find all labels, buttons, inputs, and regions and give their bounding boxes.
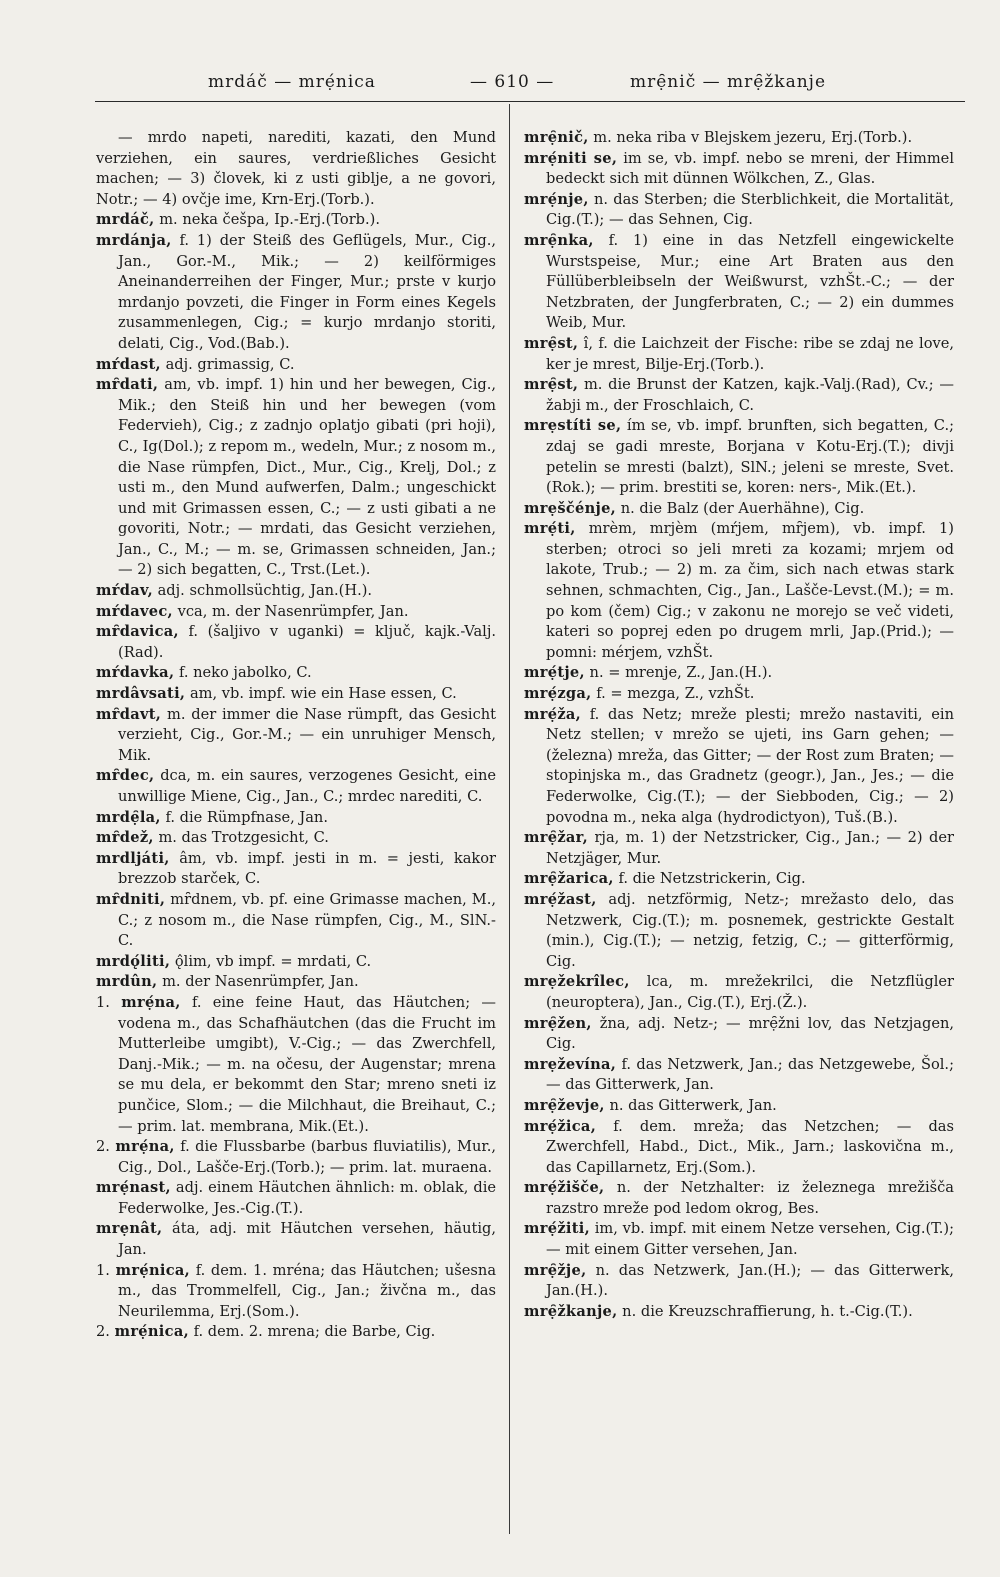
entry-definition: áta, adj. mit Häutchen versehen, häutig, Jan. <box>118 1220 496 1259</box>
dictionary-entry <box>524 663 954 684</box>
dictionary-entry <box>96 705 496 767</box>
headword: mrẹ́zga, <box>524 685 592 703</box>
headword: mrdáč, <box>96 211 155 229</box>
headword: mŕdavec, <box>96 602 173 620</box>
entry-definition: adj. einem Häutchen ähnlich: m. oblak, die Federwolke, Jes.-Cig.(T.). <box>118 1179 496 1217</box>
dictionary-entry <box>96 828 496 849</box>
headword: mrdûn, <box>96 973 158 991</box>
entry-definition: f. die Netzstrickerin, Cig. <box>618 870 806 888</box>
dictionary-entry <box>524 190 954 231</box>
headword: mrẹ̑žarica, <box>524 870 614 888</box>
entry-definition: ǫ̂lim, vb impf. = mrdati, C. <box>174 952 372 970</box>
dictionary-entry <box>524 334 954 375</box>
dictionary-entry <box>96 663 496 684</box>
headword: mrẹstíti se, <box>524 417 622 435</box>
dictionary-entry <box>524 1055 954 1096</box>
headword: mȓdavica, <box>96 623 179 641</box>
headword: mrẹ́žica, <box>524 1117 597 1135</box>
headword: mrẹščénje, <box>524 499 617 517</box>
entry-definition: f. = mezga, Z., vzhŠt. <box>596 685 755 703</box>
entry-definition: im, vb. impf. mit einem Netze versehen, Cig.(T.); — mit einem Gitter versehen, Jan. <box>546 1220 954 1259</box>
entry-definition: n. der Netzhalter: iz železnega mrežišča razstro mreže pod ledom okrog, Bes. <box>546 1179 955 1217</box>
entry-definition: f. dem. 2. mrena; die Barbe, Cig. <box>193 1323 436 1341</box>
dictionary-entry <box>524 1178 954 1219</box>
entry-definition: vca, m. der Nasenrümpfer, Jan. <box>177 602 409 620</box>
dictionary-entry <box>96 355 496 376</box>
headword: mrẹ̑žar, <box>524 829 588 847</box>
headword: mrẹ̑žen, <box>524 1014 592 1032</box>
headword: mrẹ̑žje, <box>524 1261 587 1279</box>
header-rule <box>95 101 965 102</box>
entry-definition: m. die Brunst der Katzen, kajk.-Valj.(Rad), Cv.; — žabji m., der Froschlaich, C. <box>546 376 954 414</box>
entry-definition: n. das Sterben; die Sterblichkeit, die Mortalität, Cig.(T.); — das Sehnen, Cig. <box>546 190 955 229</box>
entry-definition: m. neka češpa, Ip.-Erj.(Torb.). <box>159 211 380 229</box>
headword: mrdâvsati, <box>96 685 186 703</box>
dictionary-entry <box>96 952 496 973</box>
entry-definition: am, vb. impf. wie ein Hase essen, C. <box>189 685 457 703</box>
entry-definition: ím se, vb. impf. brunften, sich begatten, C.; zdaj se gadi mreste, Borjana v Kotu-Erj.(T.); divji petelin se mresti (balzt), SlN.; jeleni se mreste, Svet.(Rok.); — prim. brestiti se, koren: ners-, Mik.(Et.). <box>546 417 955 497</box>
headword: mrẹ́na, <box>121 993 181 1011</box>
dictionary-entry <box>96 375 496 581</box>
headword: mrẹ̑ževje, <box>524 1096 605 1114</box>
headword: mrẹ́žišče, <box>524 1179 605 1197</box>
dictionary-entry <box>524 869 954 890</box>
entry-definition: âm, vb. impf. jesti in m. = jesti, kakor brezzob starček, C. <box>118 849 496 888</box>
headword: mrẹ̑nič, <box>524 129 589 146</box>
headword: mrẹ́ti, <box>524 520 576 538</box>
right-column <box>524 128 954 1322</box>
dictionary-entry <box>96 1261 496 1323</box>
entry-definition: lca, m. mrežekrilci, die Netzflügler (neuroptera), Jan., Cig.(T.), Erj.(Ž.). <box>546 973 954 1011</box>
headword: mrdẹ̑la, <box>96 808 161 826</box>
dictionary-entry <box>524 149 954 190</box>
entry-definition: — mrdo napeti, narediti, kazati, den Mund verziehen, ein saures, verdrießliches Gesicht machen; — 3) človek, ki z usti giblje, a ne govori, Notr.; — 4) ovčje ime, Krn-Erj.(Torb.). <box>96 129 496 208</box>
dictionary-entry <box>524 1014 954 1055</box>
entry-definition: n. die Balz (der Auerhähne), Cig. <box>620 499 865 517</box>
entry-definition: f. 1) eine in das Netzfell eingewickelte Wurstspeise, Mur.; eine Art Braten aus den Füllüberbleibseln der Weißwurst, vzhŠt.-C.; — der Netzbraten, der Jungferbraten, C.; — 2) ein dummes Weib, Mur. <box>546 231 954 332</box>
headword: mȓdniti, <box>96 890 166 908</box>
dictionary-entry <box>96 808 496 829</box>
homonym-number: 2. <box>96 1138 110 1156</box>
dictionary-entry <box>524 1302 954 1323</box>
dictionary-entry <box>96 1178 496 1219</box>
entry-definition: im se, vb. impf. nebo se mreni, der Himmel bedeckt sich mit dünnen Wölkchen, Z., Glas. <box>546 149 954 188</box>
headword: mrẹ́tje, <box>524 664 585 682</box>
headword: mŕdavka, <box>96 664 175 682</box>
entry-definition: m. neka riba v Blejskem jezeru, Erj.(Torb.). <box>593 129 913 146</box>
headword: mrẹ́na, <box>115 1138 175 1156</box>
header-right-guide-words: mrẹ̑nič — mrẹ̑žkanje <box>630 72 827 92</box>
entry-definition: am, vb. impf. 1) hin und her bewegen, Cig., Mik.; den Steiß hin und her bewegen (vom Federvieh), Cig.; z zadnjo oplatjo gibati (pri hoji), C., Ig(Dol.); z repom m., wedeln, Mur.; z nosom m., die Nase rümpfen, Dict., Mur., Cig., Krelj, Dol.; z usti m., den Mund aufwerfen, Dalm.; ungeschickt und mit Grimassen essen, C.; — z usti gibati a ne govoriti, Notr.; — mrdati, das Gesicht verziehen, Jan., C., M.; — m. se, Grimassen schneiden, Jan.; — 2) sich begatten, C., Trst.(Let.). <box>118 376 496 579</box>
entry-definition: dca, m. ein saures, verzogenes Gesicht, eine unwillige Miene, Cig., Jan., C.; mrdec narediti, C. <box>118 767 496 805</box>
headword: mȓdec, <box>96 767 155 785</box>
dictionary-entry <box>96 890 496 952</box>
dictionary-entry <box>524 828 954 869</box>
dictionary-entry <box>524 890 954 972</box>
dictionary-entry <box>96 581 496 602</box>
headword: mȓdati, <box>96 376 159 394</box>
dictionary-entry <box>96 128 496 210</box>
headword: mŕdast, <box>96 355 161 373</box>
dictionary-entry <box>96 972 496 993</box>
entry-definition: n. = mrenje, Z., Jan.(H.). <box>589 664 773 682</box>
dictionary-entry <box>96 766 496 807</box>
dictionary-entry <box>524 416 954 498</box>
dictionary-entry <box>96 1137 496 1178</box>
headword: mrẹ̑nka, <box>524 231 594 249</box>
entry-definition: n. die Kreuzschraffierung, h. t.-Cig.(T.). <box>622 1302 913 1320</box>
headword: mrẹnât, <box>96 1220 163 1238</box>
homonym-number: 2. <box>96 1323 110 1341</box>
headword: mrẹ̑st, <box>524 376 579 394</box>
entry-definition: m. der Nasenrümpfer, Jan. <box>162 973 359 991</box>
dictionary-entry <box>96 849 496 890</box>
dictionary-entry <box>524 1096 954 1117</box>
entry-definition: f. (šaljivo v uganki) = ključ, kajk.-Valj.(Rad). <box>118 623 497 661</box>
headword: mŕdav, <box>96 582 153 600</box>
entry-definition: mȓdnem, vb. pf. eine Grimasse machen, M., C.; z nosom m., die Nase rümpfen, Cig., M., SlN.-C. <box>118 890 496 950</box>
dictionary-entry <box>524 705 954 829</box>
entry-definition: î, f. die Laichzeit der Fische: ribe se zdaj ne love, ker je mrest, Bilje-Erj.(Torb.). <box>546 334 954 373</box>
headword: mrẹ́niti se, <box>524 149 618 167</box>
dictionary-entry <box>524 499 954 520</box>
dictionary-entry <box>524 1219 954 1260</box>
page-number: — 610 — <box>470 72 555 92</box>
headword: mrẹ́ža, <box>524 705 582 723</box>
header-left-guide-words: mrdáč — mrẹ́nica <box>208 72 376 92</box>
dictionary-entry <box>524 1261 954 1302</box>
headword: mrẹževína, <box>524 1055 617 1073</box>
dictionary-entry <box>96 231 496 355</box>
entry-definition: adj. netzförmig, Netz-; mrežasto delo, das Netzwerk, Cig.(T.); m. posnemek, gestrickte Gestalt (min.), Cig.(T.); — netzig, fetzig, C.; — gitterförmig, Cig. <box>546 890 954 970</box>
entry-definition: f. 1) der Steiß des Geflügels, Mur., Cig., Jan., Gor.-M., Mik.; — 2) keilförmiges Aneinanderreihen der Finger, Mur.; prste v kurjo mrdanjo povzeti, die Finger in Form eines Kegels zusammenlegen, Cig.; = kurjo mrdanjo storiti, delati, Cig., Vod.(Bab.). <box>118 231 496 352</box>
headword: mrẹ̑žkanje, <box>524 1302 618 1320</box>
entry-definition: f. neko jabolko, C. <box>178 664 312 682</box>
entry-definition: f. das Netz; mreže plesti; mrežo nastaviti, ein Netz stellen; v mrežo se ujeti, ins Garn gehen; — (železna) mreža, das Gitter; — der Rost zum Braten; — stopinjska m., das Gradnetz (geogr.), Jan., Jes.; — die Federwolke, Cig.(T.); — der Siebboden, Cig.; — 2) povodna m., neka alga (hydrodictyon), Tuš.(B.). <box>546 705 954 826</box>
headword: mrdǫ́liti, <box>96 952 171 970</box>
dictionary-entry <box>96 210 496 231</box>
left-column <box>96 128 496 1343</box>
dictionary-entry <box>524 972 954 1013</box>
homonym-number: 1. <box>96 1261 110 1279</box>
dictionary-entry <box>96 622 496 663</box>
dictionary-entry <box>524 684 954 705</box>
dictionary-entry <box>96 1322 496 1343</box>
entry-definition: f. eine feine Haut, das Häutchen; — vodena m., das Schafhäutchen (das die Frucht im Mutterleibe umgibt), V.-Cig.; — das Zwerchfell, Danj.-Mik.; — m. na očesu, der Augenstar; mrena se mu dela, er bekommt den Star; mreno sneti iz punčice, Slom.; — die Milchhaut, die Breihaut, C.; — prim. lat. membrana, Mik.(Et.). <box>118 993 497 1135</box>
entry-definition: f. die Rümpfnase, Jan. <box>165 808 328 826</box>
dictionary-entry <box>524 375 954 416</box>
entry-definition: žna, adj. Netz-; — mrẹ̑žni lov, das Netzjagen, Cig. <box>546 1014 955 1053</box>
dictionary-entry <box>524 231 954 334</box>
headword: mrẹ̑st, <box>524 334 579 352</box>
headword: mrẹ́žiti, <box>524 1220 591 1238</box>
entry-definition: m. der immer die Nase rümpft, das Gesicht verzieht, Cig., Gor.-M.; — ein unruhiger Mensch, Mik. <box>118 705 497 764</box>
dictionary-entry <box>96 993 496 1137</box>
homonym-number: 1. <box>96 993 110 1011</box>
dictionary-entry <box>96 602 496 623</box>
column-divider <box>509 104 510 1534</box>
entry-definition: f. die Flussbarbe (barbus fluviatilis), Mur., Cig., Dol., Lašče-Erj.(Torb.); — prim. lat. muraena. <box>118 1138 497 1176</box>
headword: mrdljáti, <box>96 849 170 867</box>
headword: mrẹ́nje, <box>524 190 589 208</box>
entry-definition: f. dem. mreža; das Netzchen; — das Zwerchfell, Habd., Dict., Mik., Jarn.; laskovična m., das Capillarnetz, Erj.(Som.). <box>546 1117 954 1176</box>
headword: mrẹ́nica, <box>115 1261 191 1279</box>
entry-definition: f. dem. 1. mréna; das Häutchen; ušesna m., das Trommelfell, Cig., Jan.; živčna m., das Neurilemma, Erj.(Som.). <box>118 1261 497 1320</box>
entry-definition: rja, m. 1) der Netzstricker, Cig., Jan.; — 2) der Netzjäger, Mur. <box>546 829 954 867</box>
entry-definition: n. das Netzwerk, Jan.(H.); — das Gitterwerk, Jan.(H.). <box>546 1261 955 1300</box>
dictionary-entry <box>524 128 954 149</box>
dictionary-entry <box>524 1117 954 1179</box>
headword: mrẹ́nica, <box>114 1323 189 1341</box>
entry-definition: n. das Gitterwerk, Jan. <box>609 1096 777 1114</box>
dictionary-entry <box>96 1219 496 1260</box>
running-head <box>100 72 920 98</box>
entry-definition: adj. grimassig, C. <box>165 355 295 373</box>
dictionary-entry <box>96 684 496 705</box>
headword: mȓdež, <box>96 829 154 847</box>
entry-definition: mrèm, mrjèm (mŕjem, mȓjem), vb. impf. 1) sterben; otroci so jeli mreti za kozami; mrjem od lakote, Trub.; — 2) m. za čim, sich nach etwas stark sehnen, schmachten, Cig., Jan., Lašče-Levst.(M.); = m. po kom (čem) Cig.; v zakonu ne morejo se več videti, kateri so poprej eden po drugem mrli, Jap.(Prid.); — pomni: mérjem, vzhŠt. <box>546 520 955 661</box>
headword: mrdánja, <box>96 231 172 249</box>
entry-definition: f. das Netzwerk, Jan.; das Netzgewebe, Šol.; — das Gitterwerk, Jan. <box>546 1055 954 1094</box>
headword: mrẹ́žast, <box>524 890 597 908</box>
headword: mȓdavt, <box>96 705 162 723</box>
entry-definition: m. das Trotzgesicht, C. <box>158 829 329 847</box>
headword: mrẹ́nast, <box>96 1179 171 1197</box>
headword: mrẹžekrîlec, <box>524 973 630 991</box>
entry-definition: adj. schmollsüchtig, Jan.(H.). <box>157 582 373 600</box>
dictionary-entry <box>524 519 954 663</box>
